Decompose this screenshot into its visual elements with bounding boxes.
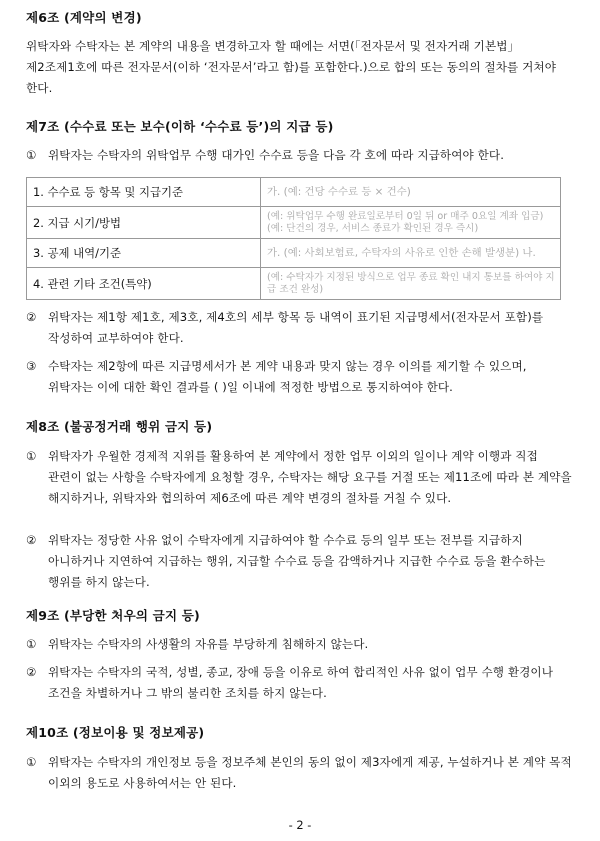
- row-input-hint[interactable]: (예: 위탁업무 수행 완료일로부터 0일 뒤 or 매주 0요일 계좌 입금) (예: 단건의 경우, 서비스 종료가 확인된 경우 즉시): [261, 207, 561, 239]
- article-7-heading: 제7조 (수수료 또는 보수(이하 ‘수수료 등’)의 지급 등): [26, 119, 334, 134]
- clause-text: 위탁자는 정당한 사유 없이 수탁자에게 지급하여야 할 수수료 등의 일부 또는 전부를 지급하지 아니하거나 지연하여 지급하는 행위, 지급할 수수료 등을 감액하거나 지급한 수수료 등을 환수하는 행위를 하지 않는다.: [48, 533, 546, 589]
- article-8-heading: 제8조 (불공정거래 행위 금지 등): [26, 419, 213, 434]
- row-input-hint[interactable]: 가. (예: 건당 수수료 등 × 건수): [261, 178, 561, 207]
- clause-number: ①: [26, 637, 37, 651]
- table-row: [27, 178, 561, 207]
- article-6-heading: 제6조 (계약의 변경): [26, 10, 142, 25]
- table-row: [27, 207, 561, 239]
- clause-text: 위탁자는 수탁자의 사생활의 자유를 부당하게 침해하지 않는다.: [48, 637, 369, 651]
- article-6-body: 위탁자와 수탁자는 본 계약의 내용을 변경하고자 할 때에는 서면(「전자문서 및 전자거래 기본법」 제2조제1호에 따른 전자문서(이하 ‘전자문서’라고 함)를 포함한다.)으로 합의 또는 동의의 절차를 거쳐야 한다.: [26, 39, 557, 95]
- clause-text: 위탁자는 수탁자의 개인정보 등을 정보주체 본인의 동의 없이 제3자에게 제공, 누설하거나 본 계약 목적 이외의 용도로 사용하여서는 안 된다.: [48, 755, 572, 790]
- clause-text: 위탁자는 제1항 제1호, 제3호, 제4호의 세부 항목 등 내역이 표기된 지급명세서(전자문서 포함)를 작성하여 교부하여야 한다.: [48, 310, 544, 345]
- page-number: - 2 -: [288, 818, 312, 832]
- clause-number: ②: [26, 310, 37, 324]
- row-input-hint[interactable]: 가. (예: 사회보험료, 수탁자의 사유로 인한 손해 발생분) 나.: [261, 239, 561, 268]
- clause-number: ③: [26, 359, 37, 373]
- clause-number: ①: [26, 148, 37, 162]
- row-label: 4. 관련 기타 조건(특약): [27, 268, 261, 300]
- fee-payment-table: [26, 177, 561, 300]
- clause-number: ②: [26, 533, 37, 547]
- clause-text: 위탁자는 수탁자의 위탁업무 수행 대가인 수수료 등을 다음 각 호에 따라 지급하여야 한다.: [48, 148, 504, 162]
- clause-number: ②: [26, 665, 37, 679]
- table-row: [27, 239, 561, 268]
- clause-text: 위탁자는 수탁자의 국적, 성별, 종교, 장애 등을 이유로 하여 합리적인 사유 없이 업무 수행 환경이나 조건을 차별하거나 그 밖의 불리한 조치를 하지 않는다.: [48, 665, 554, 700]
- clause-text: 수탁자는 제2항에 따른 지급명세서가 본 계약 내용과 맞지 않는 경우 이의를 제기할 수 있으며, 위탁자는 이에 대한 확인 결과를 ( )일 이내에 적정한 방법으로 통지하여야 한다.: [48, 359, 527, 394]
- article-9-heading: 제9조 (부당한 처우의 금지 등): [26, 608, 200, 623]
- clause-number: ①: [26, 755, 37, 769]
- row-label: 2. 지급 시기/방법: [27, 207, 261, 239]
- clause-number: ①: [26, 449, 37, 463]
- clause-text: 위탁자가 우월한 경제적 지위를 활용하여 본 계약에서 정한 업무 이외의 일이나 계약 이행과 직접 관련이 없는 사항을 수탁자에게 요청할 경우, 수탁자는 해당 요구를 거절 또는 제11조에 따라 본 계약을 해지하거나, 위탁자와 협의하여 제6조에 따른 계약 변경의 절차를 거칠 수 있다.: [48, 449, 572, 505]
- row-label: 1. 수수료 등 항목 및 지급기준: [27, 178, 261, 207]
- row-input-hint[interactable]: (예: 수탁자가 지정된 방식으로 업무 종료 확인 내지 통보를 하여야 지급 조건 완성): [261, 268, 561, 300]
- table-row: [27, 268, 561, 300]
- row-label: 3. 공제 내역/기준: [27, 239, 261, 268]
- article-10-heading: 제10조 (정보이용 및 정보제공): [26, 725, 205, 740]
